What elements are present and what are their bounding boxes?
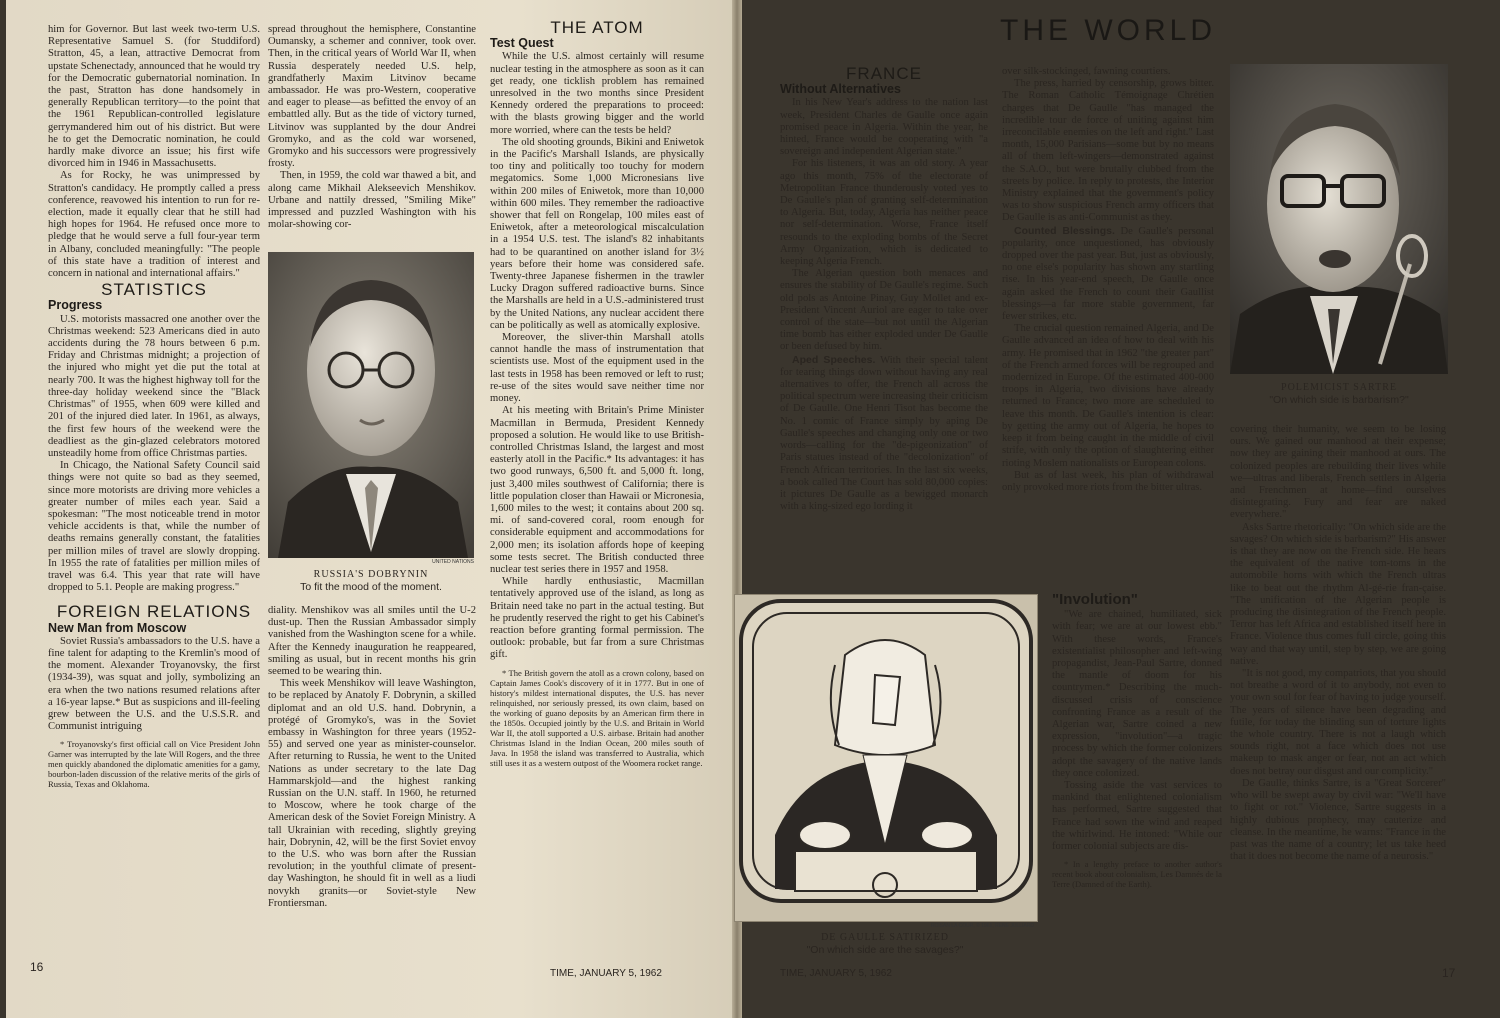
photo-credit: UNITED NATIONS <box>432 559 474 565</box>
dobrynin-caption-text: To fit the mood of the moment. <box>300 581 442 593</box>
france-paragraph-4: With their special talent for tearing things down without having any real alternatives to offer, the French all across the political spectrum were increasing their criticism of De Gaulle. One Henri Tisot has become the No. 1 comic of France simply by aping De Gaulle's speeches and changing only one or two words—calling for the "de-pigeonization" of Paris statues instead of the "decolonization" of French African territories. In the last six weeks, a book called The Court has sold 80,000 copies: it pictures De Gaulle as a bewigged monarch with a king-sized ego lording it <box>780 354 988 513</box>
press-paragraph: The press, harried by censorship, grows bitter. The Roman Catholic Témoignage Chrétien charges that De Gaulle "has managed the incredible tour de force of uniting against him irreconcilable enemies on the left and right." Last month, 15,000 Parisians—some but by no means all of them left-wingers—demonstrated against the S.A.O., but were brutally clubbed from the streets by police. In reply to protests, the Interior Ministry explained that the government's policy was to show suspicious French army officers that De Gaulle is as anti-Communist as they. <box>1002 78 1214 224</box>
de-gaulle-caricature-icon <box>735 595 1037 921</box>
cartoon-caption-name: DE GAULLE SATIRIZED <box>821 932 949 943</box>
savages-paragraph: Asks Sartre rhetorically: "On which side are the savages? On which side is barbarism?" His answer is that they are now on the French side. He hears the equivalent of the native tom-toms in the automobile horns with which the French ultras like to beat out the rhythm Al-gé-rie fran-çaise. "The unification of the Algerian people is producing the disintegration of the French people. Terror has left Africa and established itself here in France. Violence thus comes full circle, going this way and that way until, step by step, we are going native. <box>1230 521 1446 667</box>
test-quest-subheading: Test Quest <box>490 36 554 51</box>
motorists-paragraph: U.S. motorists massacred one another over the Christmas weekend: 523 Americans died in auto accidents during the 78 hours between 6 p.m. Friday and Christmas midnight; a projection of the injured who might yet die put the total at nearly 700. It was the highest highway toll for the three-day holiday weekend since the "Black Christmas" of 1955, when 609 were killed and 201 of the injured died later. In 1961, as always, the first few hours of the weekend were the deadliest as the gin-glazed celebrators motored unsteadily home from office Christmas parties. <box>48 313 260 459</box>
statistics-heading: STATISTICS <box>101 280 207 300</box>
atom-paragraph-2: The old shooting grounds, Bikini and Eniwetok in the Pacific's Marshall Islands, are physically too tiny and politically too touchy for modern megatomics. Some 1,000 Micronesians live within 200 miles of Eniwetok, more than 10,000 within 600 miles. They remember the radioactive shower that fell on Rongelap, 100 miles east of Eniwetok, after a meteorological miscalculation in a 1954 U.S. test. The island's 82 inhabitants had to be quarantined on another island for 3½ years before their home was considered safe. Twenty-three Japanese fishermen in the trawler Lucky Dragon suffered radioactive burns. Since the Marshalls are held in a U.S.-administered trust by the United Nations, any nuclear accident there can be politically as well as atomically explosive. <box>490 136 704 331</box>
oumansky-paragraph: spread throughout the hemisphere, Constantine Oumansky, a schemer and conniver, took over. Then, in the critical years of World War II, when Russia desperately needed U.S. help, grandfatherly Maxim Litvinov became ambassador. He was pro-Western, cooperative and eager to please—as befitted the envoy of an embattled ally. But as the tide of victory turned, Litvinov was supplanted by the dour Andrei Gromyko, and as the cold war worsened, Gromyko and his successors were progressively frosty. <box>268 24 476 170</box>
progress-subheading: Progress <box>48 298 103 313</box>
new-man-subheading: New Man from Moscow <box>48 620 187 635</box>
france-paragraph-2: For his listeners, it was an old story. A year ago this month, 75% of the electorate of Metropolitan France thunderously voted yes to De Gaulle's plan of granting self-determination to Algeria. But, today, Algeria has neither peace nor self-determination. Worse, France itself resounds to the exploding bombs of the Secret Army Organization, which is dedicated to keeping Algeria French. <box>780 158 988 268</box>
cartoon-caption-text: "On which side are the savages?" <box>806 944 964 956</box>
right-column-1 <box>780 64 988 586</box>
sartre-caption-text: "On which side is barbarism?" <box>1269 394 1409 406</box>
left-column-1 <box>48 24 260 964</box>
page-number-right: 17 <box>1442 966 1456 980</box>
atom-heading: THE ATOM <box>550 18 644 37</box>
humanity-paragraph: covering their humanity, we seem to be losing ours. We gained our manhood at their expense; now they are gaining their manhood at ours. The colonized peoples are rebuilding their lives while we—ultras and liberals, French settlers in Algeria and Frenchmen at home—find ourselves disintegrating. Fury and fear are naked everywhere." <box>1230 424 1446 521</box>
involution-paragraph-2: Tossing aside the vast services to mankind that enlightened colonialism has performed, Sartre suggested that France had sown the wind and reaped the whirlwind. He intoned: "While our former colonial subjects are dis- <box>1052 780 1222 853</box>
france-paragraph-3: The Algerian question both menaces and ensures the stability of De Gaulle's regime. Such old pols as Antoine Pinay, Guy Mollet and ex-President Vincent Auriol are eager to take over control of the state—but not until the Algerian time bomb has either exploded under De Gaulle or been defused by him. <box>780 268 988 353</box>
atom-paragraph-4: At his meeting with Britain's Prime Minister Macmillan in Bermuda, President Kennedy proposed a solution. He would like to use British-controlled Christmas Island, the largest and most easterly atoll in the Pacific.* Its advantages: it has two good runways, 6,500 ft. and 5,000 ft. long, just 3,400 miles southwest of California; there is little population closer than Hawaii or Micronesia, 1,600 miles to the west; it contains about 200 sq. mi. of sand-covered coral, room enough for considerable equipment and accommodations for 2,000 men; its isolation affords hope of keeping some tests secret. The British conducted three nuclear test series there in 1957 and 1958. <box>490 405 704 575</box>
atom-paragraph-3: Moreover, the sliver-thin Marshall atolls cannot handle the mass of instrumentation that scientists use. Most of the equipment used in the last tests in 1958 has been removed or left to rust; re-use of the sites would save neither time nor money. <box>490 332 704 405</box>
counted-blessings-runin: Counted Blessings. <box>1014 224 1115 237</box>
left-column-2-bottom <box>268 605 476 965</box>
folio-date-left: TIME, JANUARY 5, 1962 <box>550 968 662 979</box>
popularity-paragraph: De Gaulle's personal popularity, once unquestioned, has obviously dropped over the past year. But, just as obviously, no one else's popularity has shown any startling rise. In his year-end speech, De Gaulle once again asked the French to count their Gaullist blessings—a far more stable government, far fewer strikes, etc. <box>1002 225 1214 323</box>
sartre-footnote: * In a lengthy preface to another author's recent book about colonialism, Les Damnés de la Terre (Damned of the Earth). <box>1052 859 1222 890</box>
dobrynin-paragraph: This week Menshikov will leave Washington, to be replaced by Anatoly F. Dobrynin, a skilled diplomat and an old U.S. hand. Dobrynin, a protégé of Gromyko's, was in the Soviet embassy in Washington for three years (1952-55) and served one year as minister-counselor. After returning to Russia, he went to the United Nations as under secretary to the late Dag Hammarskjold—and the highest ranking Russian on the U.N. staff. In 1960, he returned to Moscow, where he took charge of the American desk of the Soviet Foreign Ministry. A tall Ukrainian with receding, slightly greying hair, Dobrynin, 42, will be the first Soviet envoy to the U.S. who was born after the Russian revolution; in the youthful climate of present-day Washington, he should fit in well as a liudi novykh granits—or Soviet-style New Frontiersman. <box>268 678 476 909</box>
stratton-paragraph: him for Governor. But last week two-term U.S. Representative Samuel S. (for Studdiford) Stratton, 45, a lean, attractive Democrat from upstate Schenectady, announced that he would try for the Democratic gubernatorial nomination. In the past, Stratton has done handsomely in generally Republican territory—to the point that the 1961 Republican-controlled legislature gerrymandered him out of his district. But were he to get the Democratic nomination, he could hardly make divorce an issue; his first wife divorced him in 1946 in Massachusetts. <box>48 24 260 170</box>
right-column-2-bottom <box>1052 590 1222 962</box>
smiles-paragraph: diality. Menshikov was all smiles until the U-2 dust-up. Then the Russian Ambassador simply vanished from the Washington scene for a while. After the Kennedy inauguration he reappeared, smiling as usual, but in recent months his grin seemed to be wearing thin. <box>268 605 476 678</box>
dobrynin-photo <box>268 252 474 558</box>
safety-council-paragraph: In Chicago, the National Safety Council said things were not quite so bad as they seemed, since more motorists are driving more vehicles a greater number of miles each year. Said a spokesman: "The most noticeable trend in motor vehicle accidents is that, while the number of deaths remains generally constant, the fatalities per million miles of travel are slowly dropping. In 1955 the rate of fatalities per million miles of travel was 6.4. This year that rate will have dropped to 5.1. People are making progress." <box>48 460 260 594</box>
involution-heading: "Involution" <box>1052 591 1138 608</box>
troyanovsky-footnote: * Troyanovsky's first official call on Vice President John Garner was interrupted by the late Will Rogers, and the three men quickly abandoned the diplomatic amenities for a gamy, bourbon-laden discussion of the relative merits of the girls of Russia, Texas and Oklahoma. <box>48 739 260 790</box>
left-column-3 <box>490 18 704 963</box>
aped-speeches-runin: Aped Speeches. <box>792 353 876 366</box>
dobrynin-portrait-icon <box>268 252 474 558</box>
right-column-2-top <box>1002 66 1214 586</box>
right-column-3 <box>1230 424 1446 964</box>
page-number-left: 16 <box>30 960 44 974</box>
rocky-paragraph: As for Rocky, he was unimpressed by Stratton's candidacy. He promptly called a press conference, reavowed his intention to run for re-election, made it equally clear that he still had high hopes for 1964. He refused once more to pledge that he would serve a full four-year term in Albany, concluded meaningfully: "The people of this state have a tradition of interest and concern in national and international affairs." <box>48 170 260 280</box>
de-gaulle-cartoon <box>734 594 1038 922</box>
france-heading: FRANCE <box>846 64 922 83</box>
atom-paragraph-5: While hardly enthusiastic, Macmillan tentatively approved use of the island, as long as Britain need take no part in the actual testing. But he prudently reserved the right to get his Cabinet's reaction before granting formal permission. The outlook: probable, but far from a sure Christmas gift. <box>490 576 704 661</box>
atom-paragraph-1: While the U.S. almost certainly will resume nuclear testing in the atmosphere as soon as it can get ready, one ticklish problem has remained unresolved in the two months since President Kennedy ordered the preparations to proceed: with the blasts growing bigger and the world more worried, where can the tests be held? <box>490 51 704 136</box>
menshikov-paragraph: Then, in 1959, the cold war thawed a bit, and along came Mikhail Alekseevich Menshikov. Urbane and nattily dressed, "Smiling Mike" impressed and puzzled Washington with his molar-showing cor- <box>268 170 476 231</box>
ambassadors-paragraph: Soviet Russia's ambassadors to the U.S. have a fine talent for adapting to the Kremlin's mood of the moment. Alexander Troyanovsky, the first (1934-39), was squat and jolly, symbolizing an era when the two nations resumed relations after a 16-year lapse.* But as suspicions and ill-feeling grew between the U.S. and the U.S.S.R. and Communist intriguing <box>48 635 260 733</box>
atom-footnote: * The British govern the atoll as a crown colony, based on Captain James Cook's discovery of it in 1777. But in one of history's mildest international disputes, the U.S. has never relinquished, nor seriously pressed, its own claim, based on the working of guano deposits by an American firm there in the 1850s. Occupied jointly by the U.S. and Britain in World War II, the atoll supported a U.S. airbase. Britain had another Christmas Island in the Indian Ocean, 200 miles south of Java. In 1958 the island was transferred to Australia, which still uses it as a western outpost of the Woomera rocket range. <box>490 667 704 768</box>
france-paragraph-1: In his New Year's address to the nation last week, President Charles de Gaulle once again promised peace in Algeria. Within the year, he hinted, France would be cooperating with "a sovereign and independent Algerian state." <box>780 97 988 158</box>
folio-date-right: TIME, JANUARY 5, 1962 <box>780 968 892 979</box>
ultras-paragraph: But as of last week, his plan of withdrawal only provoked more riots from the bitter ultras. <box>1002 469 1214 493</box>
section-title: THE WORLD <box>1000 14 1216 47</box>
dobrynin-caption-name: RUSSIA'S DOBRYNIN <box>313 569 429 580</box>
sartre-portrait-icon <box>1230 64 1448 374</box>
sartre-photo <box>1230 64 1448 374</box>
courtiers-line: over silk-stockinged, fawning courtiers. <box>1002 66 1171 77</box>
foreign-relations-heading: FOREIGN RELATIONS <box>56 602 252 622</box>
army-paragraph: The crucial question remained Algeria, and De Gaulle advanced an idea of how to deal with his army. He promised that in 1962 "the greater part" of the French armed forces will be regrouped and modernized in Europe. Of the estimated 400-000 troops in Algeria, two divisions have already returned to France; two more are scheduled to leave this month. De Gaulle's intention is clear: by getting the army out of Algeria, he hopes to keep it from being caught in the middle of civil strife, with only the option of slaughtering either rioting Moslem nationalists or European colons. <box>1002 323 1214 469</box>
left-page <box>6 0 736 1018</box>
sorcerer-paragraph: De Gaulle, thinks Sartre, is a "Great Sorcerer" who will be swept away by civil war: "We'll have to fight or rot." Violence, Sartre suggests in a highly dubious prophecy, may cauterize and cleanse. In the meantime, he warns: "France in the past was the name of a country; let us take heed that it does not become the name of a neurosis." <box>1230 777 1446 863</box>
compatriots-paragraph: "It is not good, my compatriots, that you should not breathe a word of it to anybody, not even to your own soul for fear of having to judge yourself. The years of silence have been degrading and futile, for today the blinding sun of torture lights the whole country. There is not a laugh which sounds right, not a face which does not use makeup to mask anger or fear, not an act which does not betray our disgust and our complicity." <box>1230 668 1446 777</box>
without-alternatives-subheading: Without Alternatives <box>780 82 901 97</box>
sartre-caption-name: POLEMICIST SARTRE <box>1281 382 1397 393</box>
cartoon-credit: ROISAN LA COUR, © 1961, RENE JULLIARD <box>930 923 1034 929</box>
involution-paragraph-1: "We are chained, humiliated, sick with fear; we are at our lowest ebb." With these words, France's existentialist philosopher and left-wing propagandist, Jean-Paul Sartre, donned the mantle of doom for his countrymen.* Describing the much-discussed crisis of conscience confronting France as a result of the Algerian war, Sartre coined a new expression, "involution"—a tragic process by which the former colonizers adopt the savagery of the native lands they once colonized. <box>1052 609 1222 779</box>
left-column-2-top <box>268 24 476 250</box>
